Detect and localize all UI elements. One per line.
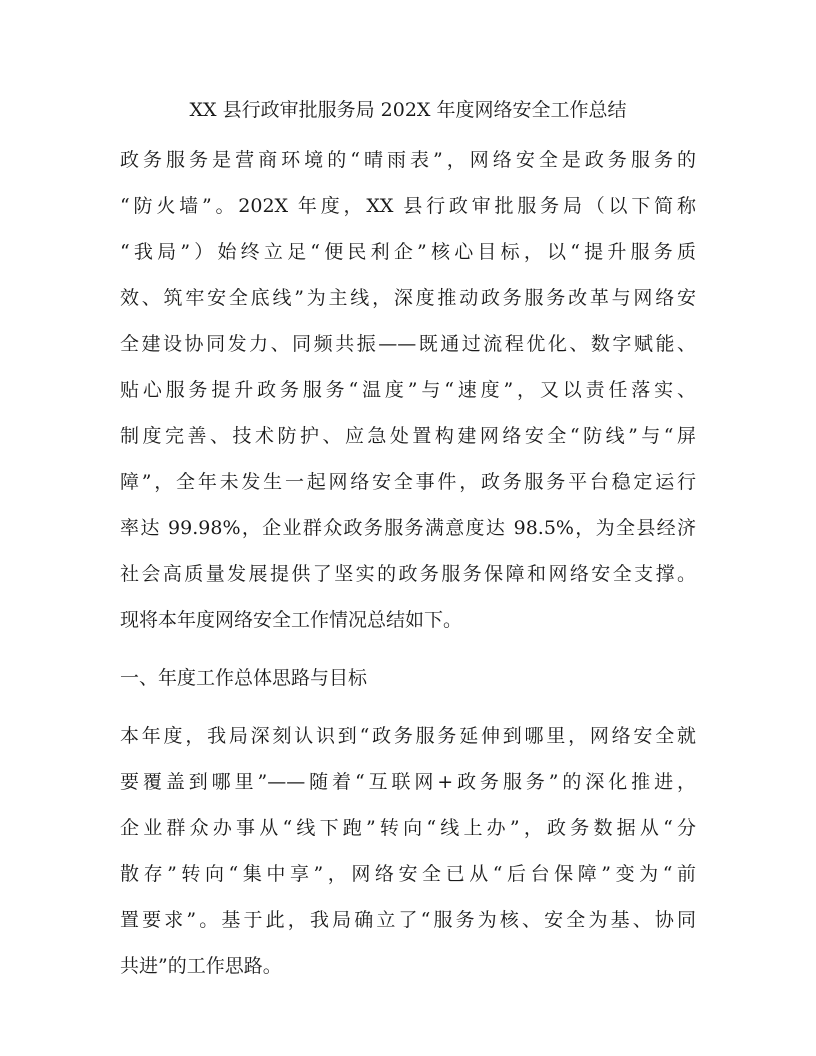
- paragraph-1-line-8: 障”，全年未发生一起网络安全事件，政务服务平台稳定运行: [120, 471, 696, 493]
- paragraph-1-line-10: 社会高质量发展提供了坚实的政务服务保障和网络安全支撑。: [120, 563, 696, 585]
- paragraph-1-line-1: 政务服务是营商环境的“晴雨表”，网络安全是政务服务的: [120, 149, 696, 171]
- paragraph-1-line-11: 现将本年度网络安全工作情况总结如下。: [120, 609, 463, 631]
- paragraph-1-line-5: 全建设协同发力、同频共振——既通过流程优化、数字赋能、: [120, 333, 696, 355]
- section-heading-1: 一、年度工作总体思路与目标: [120, 667, 368, 689]
- document-title: XX 县行政审批服务局 202X 年度网络安全工作总结: [189, 99, 627, 121]
- paragraph-1-line-9: 率达 99.98%，企业群众政务服务满意度达 98.5%，为全县经济: [120, 517, 696, 539]
- paragraph-1-line-3: “我局”）始终立足“便民利企”核心目标，以“提升服务质: [120, 241, 696, 263]
- paragraph-2-line-5: 置要求”。基于此，我局确立了“服务为核、安全为基、协同: [120, 909, 696, 931]
- paragraph-2-line-1: 本年度，我局深刻认识到“政务服务延伸到哪里，网络安全就: [120, 725, 696, 747]
- paragraph-2-line-2: 要覆盖到哪里”——随着“互联网+政务服务”的深化推进，: [120, 771, 696, 793]
- paragraph-2-line-3: 企业群众办事从“线下跑”转向“线上办”，政务数据从“分: [120, 817, 696, 839]
- paragraph-1-line-2: “防火墙”。202X 年度，XX 县行政审批服务局（以下简称: [120, 195, 696, 217]
- paragraph-1-line-7: 制度完善、技术防护、应急处置构建网络安全“防线”与“屏: [120, 425, 696, 447]
- paragraph-1-line-6: 贴心服务提升政务服务“温度”与“速度”，又以责任落实、: [120, 379, 696, 401]
- paragraph-1-line-4: 效、筑牢安全底线”为主线，深度推动政务服务改革与网络安: [120, 287, 696, 309]
- paragraph-2-line-6: 共进”的工作思路。: [120, 955, 282, 977]
- paragraph-2-line-4: 散存”转向“集中享”，网络安全已从“后台保障”变为“前: [120, 863, 696, 885]
